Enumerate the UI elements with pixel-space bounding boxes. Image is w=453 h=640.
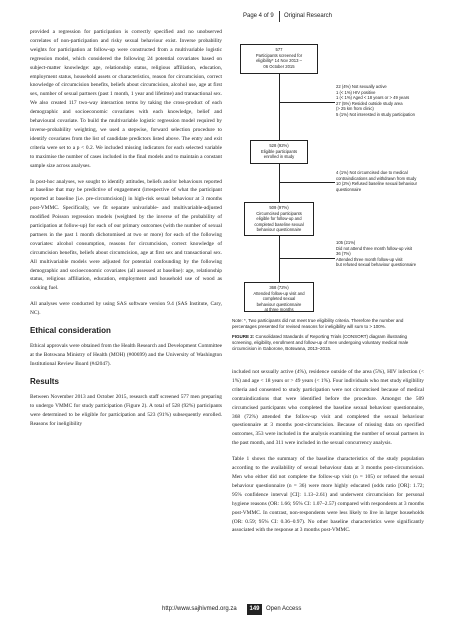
paragraph: Between November 2013 and October 2015, research staff screened 577 men preparing to undergo VMMC for study participation (Figure 2). A total of 528 (92%) participants were determined to be eligible for participation and 523 (91%) subsequently enrolled. Reasons for ineligibility (30, 393, 222, 427)
page-header (0, 11, 453, 23)
journal-url[interactable]: http://www.sajhivmed.org.za (162, 606, 237, 612)
figure-caption (232, 318, 424, 352)
heading-ethics: Ethical consideration (30, 326, 111, 336)
flow-line (279, 102, 335, 103)
eligible-box: 528 (92%) Eligible participants enrolled in study (250, 140, 308, 164)
paragraph: included not sexually active (4%), residence outside of the area (5%), HIV infection (< 1%) and age < 18 years or > 49 years (< 1%). Four individuals who met study eligibility criteria and consented to study participation were not circumcised because of medical contraindications that were identified before the procedure. Amongst the 509 circumcised participants who completed the baseline sexual behaviour questionnaire, 368 (72%) attended the follow-up visit and completed the sexual behaviour questionnaire at 3 months post-circumcision. Because of missing data on specified outcomes, 353 were included in the analysis examining the number of sexual partners in the past month, and 311 were included in the sexual concurrency analysis. (232, 369, 424, 447)
page-number: Page 4 of 9 (243, 13, 274, 19)
footer-page-number: 149 (247, 604, 262, 615)
paragraph: provided a regression for participation is correctly specified and no unobserved correlates of non-participation and risky sexual behaviour exist. Inverse probability weights for participation at follow-up were constructed from a multivariable logistic regression model, which considered the following 24 potential covariates based on subject-matter knowledge: age, relationship status, religious affiliation, education, employment status, household assets or characteristics, reason for circumcision, correct knowledge of circumcision benefits, beliefs about circumcision, alcohol use, age at first sex, number of sexual partners (past 1 month, 1 year and lifetime) and transactional sex. We also created 117 two-way interaction terms by taking the cross-product of each demographic and socioeconomic covariates with each knowledge, belief and behavioural covariate. To build the multivariable logistic regression model required by inverse-probability weighting, we used a stepwise, forward selection procedure to identify covariates from the list of candidate predictors listed above. The entry and exit criteria were set to a p < 0.2. We included missing indicators for each selected variable to maximise the number of cases included in the final models and to maintain a constant sample size across analyses. (30, 29, 222, 169)
left-column (30, 28, 222, 435)
paragraph: Table 1 shows the summary of the baseline characteristics of the study population according to the availability of sexual behaviour data at 3 months post-circumcision. Men who either did not complete the follow-up visit (n = 105) or refused the sexual behaviour questionnaire (n = 36) were more highly educated (odds ratio [OR]: 1.72; 95% confidence interval [CI]: 1.13–2.61) and underwent circumcision for personal hygiene reasons (OR: 1.66; 95% CI: 1.07–2.57) compared with respondents at 3 months post-VMMC. In contrast, non-respondents were less likely to live in larger households (OR: 0.59; 95% CI: 0.36–0.97). No other baseline characteristics were significantly associated with the response at 3 months post-VMMC. (232, 456, 424, 534)
flow-line (279, 182, 335, 183)
exclusion-text: 22 (4%) Not sexually active 1 (< 1%) HIV positive 1 (< 1%) Aged < 18 years or > 49 years 27 (5%) Resided outside study area (> 25 km from clinic) 5 (1%) Not interested in study participation (336, 84, 415, 117)
caption-label: FIGURE 2: (232, 334, 255, 339)
right-column (232, 368, 424, 542)
page-footer (0, 604, 453, 616)
header-divider (279, 11, 280, 22)
flow-line (279, 74, 280, 140)
paragraph: In post-hoc analyses, we sought to identify attitudes, beliefs and/or behaviours reported at baseline that may be predictive of engagement (irrespective of what the participant reported at baseline [i.e. pre-circumcision]) in high-risk sexual behaviour at 3 months post-VMMC. Specifically, we fit separate univariable- and multivariable-adjusted modified Poisson regression models (weighted by the inverse of the probability of participation at follow-up) for each of our primary outcomes (with the number of sexual partners in the past 1 month dichotomised at two or more) for each of the following covariates: alcohol consumption, reasons for circumcision, correct knowledge of circumcision benefits, beliefs about circumcision, age at first sex and transactional sex. All multivariable models were adjusted for potential confounding by the following demographic and socioeconomic covariates (all assessed at baseline): age, relationship status, religious affiliation, education, employment and household use of wood as cooking fuel. (30, 178, 222, 292)
consort-diagram (232, 44, 424, 312)
paragraph: All analyses were conducted by using SAS software version 9.4 (SAS Institute, Cary, NC). (30, 301, 222, 317)
section-label: Original Research (284, 13, 333, 19)
flow-line (279, 258, 335, 259)
followup-box: 368 (72%) Attended follow-up visit and completed sexual behaviour questionnaire at three months (244, 282, 314, 312)
caption-text (232, 334, 424, 352)
heading-results: Results (30, 376, 59, 386)
paragraph: Ethical approvals were obtained from the Health Research and Development Committee at the Botswana Ministry of Health (MOH) (#00699) and the University of Washington Institutional Review Board (#42047). (30, 343, 222, 367)
exclusion-text: 105 (21%) Did not attend three month follow-up visit 36 (7%) Attended three month follow-up visit but refused sexual behaviour questionnaire (336, 240, 417, 268)
circumcised-box: 509 (97%) Circumcised participants eligible for follow-up and completed baseline sexual behaviour questionnaire (244, 202, 314, 236)
flow-line (279, 164, 280, 202)
open-access-label: Open Access (266, 606, 302, 612)
screened-box: 577 Participants screened for eligibility* 14 Nov 2013 – 06 October 2015 (240, 44, 318, 74)
figure-note: Note: *, Two participants did not meet true eligibility criteria. Therefore the number and percentages presented for revised reasons for ineligibility will sum to > 100%. (232, 318, 404, 329)
caption-body: Consolidated Standards of Reporting Trials (CONSORT) diagram illustrating screening, eligibility, enrollment and follow-up of men undergoing voluntary medical male circumcision in Gaborone, Botswana, 2013–2015. (232, 334, 409, 351)
flow-line (279, 236, 280, 282)
exclusion-text: 4 (1%) Not circumcised due to medical contraindications and withdrawn from study 10 (2%) Refused baseline sexual behaviour questionnaire (336, 170, 418, 192)
